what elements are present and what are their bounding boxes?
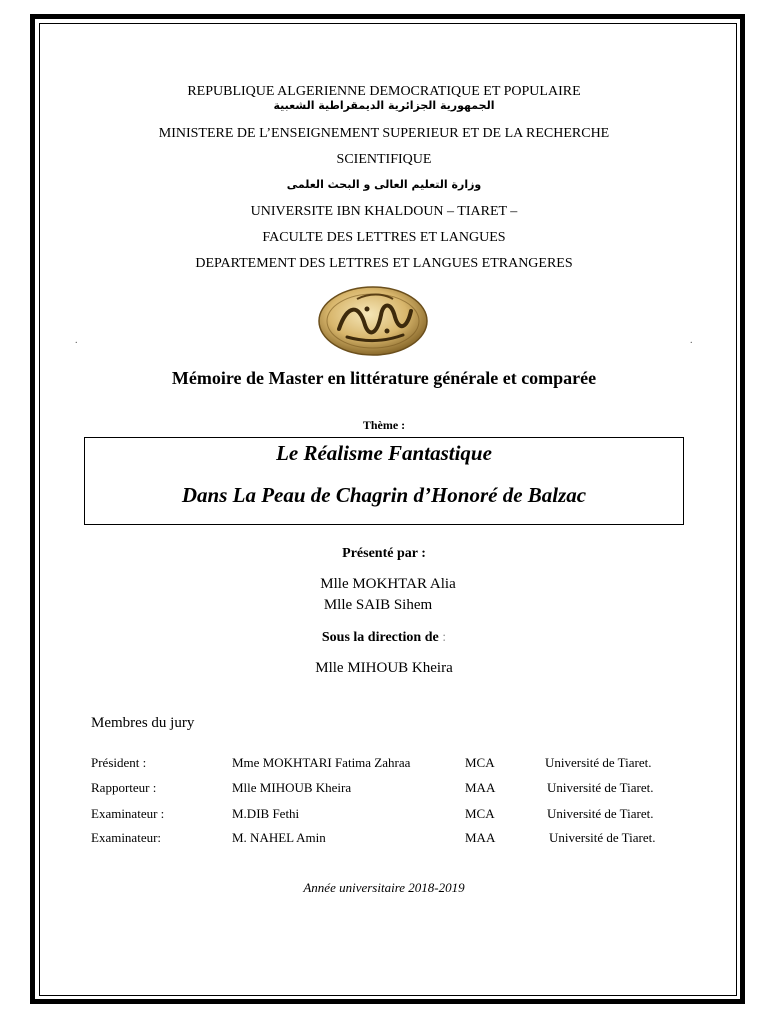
department-line: DEPARTEMENT DES LETTRES ET LANGUES ETRANGERES — [195, 256, 573, 271]
presented-by-label: Présenté par : — [342, 546, 426, 561]
ministry-line-2: SCIENTIFIQUE — [336, 152, 432, 167]
jury-grade: MCA — [465, 806, 495, 821]
stray-dot-left: . — [75, 335, 78, 346]
direction-label: Sous la direction de — [321, 630, 439, 645]
jury-title: Membres du jury — [91, 715, 195, 731]
jury-university: Université de Tiaret. — [547, 780, 654, 795]
direction-row — [0, 630, 768, 646]
university-line: UNIVERSITE IBN KHALDOUN – TIARET – — [250, 204, 518, 219]
jury-row — [0, 755, 768, 773]
academic-year: Année universitaire 2018-2019 — [303, 880, 465, 895]
jury-name: M.DIB Fethi — [232, 806, 300, 821]
student-2: Mlle SAIB Sihem — [323, 597, 433, 613]
jury-row — [0, 780, 768, 798]
jury-row — [0, 806, 768, 824]
jury-role: Examinateur : — [91, 806, 165, 821]
ministry-line: MINISTERE DE L’ENSEIGNEMENT SUPERIEUR ET DE LA RECHERCHE — [158, 126, 610, 141]
jury-university: Université de Tiaret. — [545, 755, 652, 770]
jury-grade: MAA — [465, 830, 496, 845]
ministry-line-arabic: وزارة التعليم العالى و البحث العلمى — [286, 178, 482, 191]
jury-name: Mlle MIHOUB Kheira — [232, 780, 352, 795]
republic-line: REPUBLIQUE ALGERIENNE DEMOCRATIQUE ET POPULAIRE — [187, 84, 581, 99]
theme-label-colon: : — [401, 418, 406, 432]
jury-row — [0, 830, 768, 848]
supervisor-name: Mlle MIHOUB Kheira — [315, 660, 453, 676]
jury-university: Université de Tiaret. — [549, 830, 656, 845]
republic-line-arabic: الجمهورية الجزائرية الديمقراطية الشعبية — [273, 99, 495, 112]
jury-name: Mme MOKHTARI Fatima Zahraa — [232, 755, 411, 770]
jury-grade: MCA — [465, 755, 495, 770]
theme-label: Thème — [362, 418, 399, 432]
jury-role: Rapporteur : — [91, 780, 157, 795]
faculty-line: FACULTE DES LETTRES ET LANGUES — [262, 230, 506, 245]
direction-colon: : — [442, 630, 447, 645]
jury-university: Université de Tiaret. — [547, 806, 654, 821]
memoire-title: Mémoire de Master en littérature générale et comparée — [171, 368, 597, 388]
theme-label-row — [0, 418, 768, 433]
student-1: Mlle MOKHTAR Alia — [320, 576, 456, 592]
jury-grade: MAA — [465, 780, 496, 795]
jury-role: Examinateur: — [91, 830, 162, 845]
theme-title-line-2: Dans La Peau de Chagrin d’Honoré de Balzac — [181, 483, 587, 507]
theme-title-line-1: Le Réalisme Fantastique — [276, 441, 492, 465]
stray-dot-right: . — [690, 335, 693, 346]
university-seal-icon — [317, 285, 429, 357]
jury-role: Président : — [91, 755, 147, 770]
jury-name: M. NAHEL Amin — [232, 830, 326, 845]
